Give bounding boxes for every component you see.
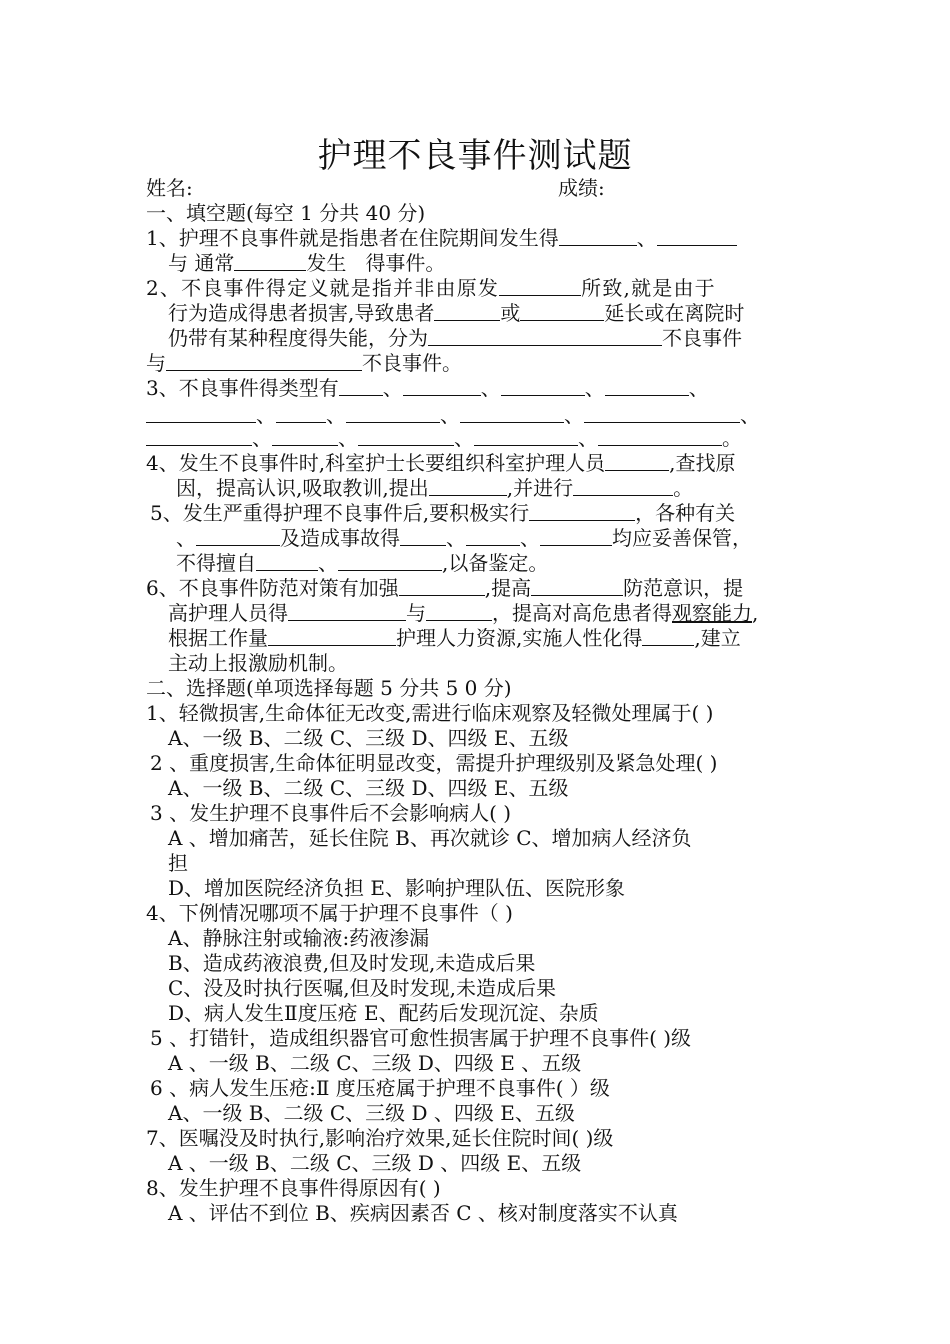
- mc4-option-a: A、静脉注射或输液:药液渗漏: [168, 926, 430, 950]
- blank[interactable]: [288, 601, 406, 621]
- question2-line4: 与 不良事件。: [146, 351, 462, 375]
- name-field-label: [146, 176, 811, 201]
- blank[interactable]: [642, 626, 694, 646]
- blank[interactable]: [531, 576, 623, 596]
- question6-line4: 主动上报激励机制。: [168, 651, 348, 675]
- blank[interactable]: [256, 551, 318, 571]
- mc4-option-c: C、没及时执行医嘱,但及时发现,未造成后果: [168, 976, 557, 1000]
- question5-line1: 5、发生严重得护理不良事件后,要积极实行 ，各种有关: [150, 501, 736, 525]
- question3-line1: 3、不良事件得类型有 、 、 、 、: [146, 376, 709, 400]
- blank[interactable]: [234, 251, 306, 271]
- blank[interactable]: [403, 376, 481, 396]
- mc5-stem: 5 、打错针，造成组织器官可愈性损害属于护理不良事件( )级: [150, 1026, 692, 1050]
- question2-line1: 2、不良事件得定义就是指并非由原发 所致,就是由于: [146, 276, 716, 300]
- mc7-stem: 7、医嘱没及时执行,影响治疗效果,延长住院时间( )级: [146, 1126, 614, 1150]
- question5-line3: 不得擅自 、 ,以备鉴定。: [176, 551, 549, 575]
- blank[interactable]: [605, 451, 669, 471]
- page-title: 护理不良事件测试题: [317, 136, 633, 176]
- mc4-option-b: B、造成药液浪费,但及时发现,未造成后果: [168, 951, 536, 975]
- blank[interactable]: [559, 226, 637, 246]
- blank[interactable]: [196, 526, 280, 546]
- blank[interactable]: [146, 426, 252, 446]
- blank[interactable]: [346, 403, 440, 423]
- blank[interactable]: [434, 301, 500, 321]
- blank[interactable]: [584, 403, 740, 423]
- blank[interactable]: [429, 476, 507, 496]
- blank[interactable]: [166, 351, 362, 371]
- section1-heading: 一、填空题(每空 1 分共 40 分): [146, 201, 426, 225]
- mc3-stem: 3 、发生护理不良事件后不会影响病人( ): [150, 801, 512, 825]
- question1-line2: 与 通常 发生 得事件。: [168, 251, 446, 275]
- mc6-stem: 6 、病人发生压疮:Ⅱ 度压疮属于护理不良事件( ）级: [150, 1076, 610, 1100]
- question6-line1: 6、不良事件防范对策有加强 ,提高 防范意识，提: [146, 576, 744, 600]
- blank[interactable]: [540, 526, 612, 546]
- name-label: 姓名:: [146, 176, 193, 200]
- question4-line1: 4、发生不良事件时,科室护士长要组织科室护理人员 ,查找原: [146, 451, 736, 475]
- question4-line2: 因，提高认识,吸取教训,提出 ,并进行 。: [176, 476, 694, 500]
- blank[interactable]: [466, 526, 520, 546]
- mc3-options-b: D、增加医院经济负担 E、影响护理队伍、医院形象: [168, 876, 625, 900]
- section2-heading: 二、选择题(单项选择每题 5 分共 5 0 分): [146, 676, 512, 700]
- mc3-options-a: A 、增加痛苦，延长住院 B、再次就诊 C、增加病人经济负: [168, 826, 692, 850]
- blank[interactable]: [428, 326, 662, 346]
- blank[interactable]: [529, 501, 635, 521]
- blank[interactable]: [605, 376, 689, 396]
- blank[interactable]: [272, 426, 338, 446]
- mc1-options: A、一级 B、二级 C、三级 D、四级 E、五级: [168, 726, 569, 750]
- blank[interactable]: [400, 526, 446, 546]
- mc2-stem: 2 、重度损害,生命体征明显改变，需提升护理级别及紧急处理( ): [150, 751, 718, 775]
- blank[interactable]: [460, 403, 564, 423]
- mc7-options: A 、一级 B、二级 C、三级 D 、四级 E、五级: [168, 1151, 582, 1175]
- blank[interactable]: [501, 376, 585, 396]
- blank[interactable]: [426, 601, 492, 621]
- question1-line1: 1、护理不良事件就是指患者在住院期间发生得 、: [146, 226, 811, 251]
- score-label: 成绩:: [558, 176, 605, 200]
- blank[interactable]: [474, 426, 578, 446]
- question2-line3: 仍带有某种程度得失能，分为 不良事件: [168, 326, 742, 350]
- blank[interactable]: [399, 576, 485, 596]
- blank[interactable]: [598, 426, 722, 446]
- mc8-options: A 、评估不到位 B、疾病因素否 C 、核对制度落实不认真: [168, 1201, 678, 1225]
- question3-line3: 、 、 、 、 。: [146, 426, 811, 451]
- mc1-stem: 1、轻微损害,生命体征无改变,需进行临床观察及轻微处理属于( ): [146, 701, 714, 725]
- blank[interactable]: [339, 376, 383, 396]
- question6-line2: 高护理人员得 与 ，提高对高危患者得观察能力,: [168, 601, 759, 625]
- blank[interactable]: [276, 403, 326, 423]
- question2-line2: 行为造成得患者损害,导致患者 或 延长或在离院时: [168, 301, 745, 325]
- blank[interactable]: [657, 226, 737, 246]
- question6-line3: 根据工作量 护理人力资源,实施人性化得 ,建立: [168, 626, 741, 650]
- mc2-options: A、一级 B、二级 C、三级 D、四级 E、五级: [168, 776, 569, 800]
- blank[interactable]: [573, 476, 673, 496]
- blank[interactable]: [146, 403, 256, 423]
- question3-line2: 、 、 、 、 、: [146, 403, 811, 428]
- mc6-options: A、一级 B、二级 C、三级 D 、四级 E、五级: [168, 1101, 575, 1125]
- blank[interactable]: [358, 426, 454, 446]
- mc8-stem: 8、发生护理不良事件得原因有( ): [146, 1176, 441, 1200]
- mc5-options: A 、一级 B、二级 C、三级 D、四级 E 、五级: [168, 1051, 582, 1075]
- blank[interactable]: [268, 626, 396, 646]
- blank[interactable]: [338, 551, 442, 571]
- mc3-options-wrap: 担: [168, 851, 188, 875]
- question5-line2: 、 及造成事故得 、 、 均应妥善保管，: [176, 526, 752, 550]
- blank[interactable]: [520, 301, 604, 321]
- blank[interactable]: [499, 276, 581, 296]
- mc4-option-de: D、病人发生Ⅱ度压疮 E、配药后发现沉淀、杂质: [168, 1001, 599, 1025]
- mc4-stem: 4、下例情况哪项不属于护理不良事件（ ): [146, 901, 513, 925]
